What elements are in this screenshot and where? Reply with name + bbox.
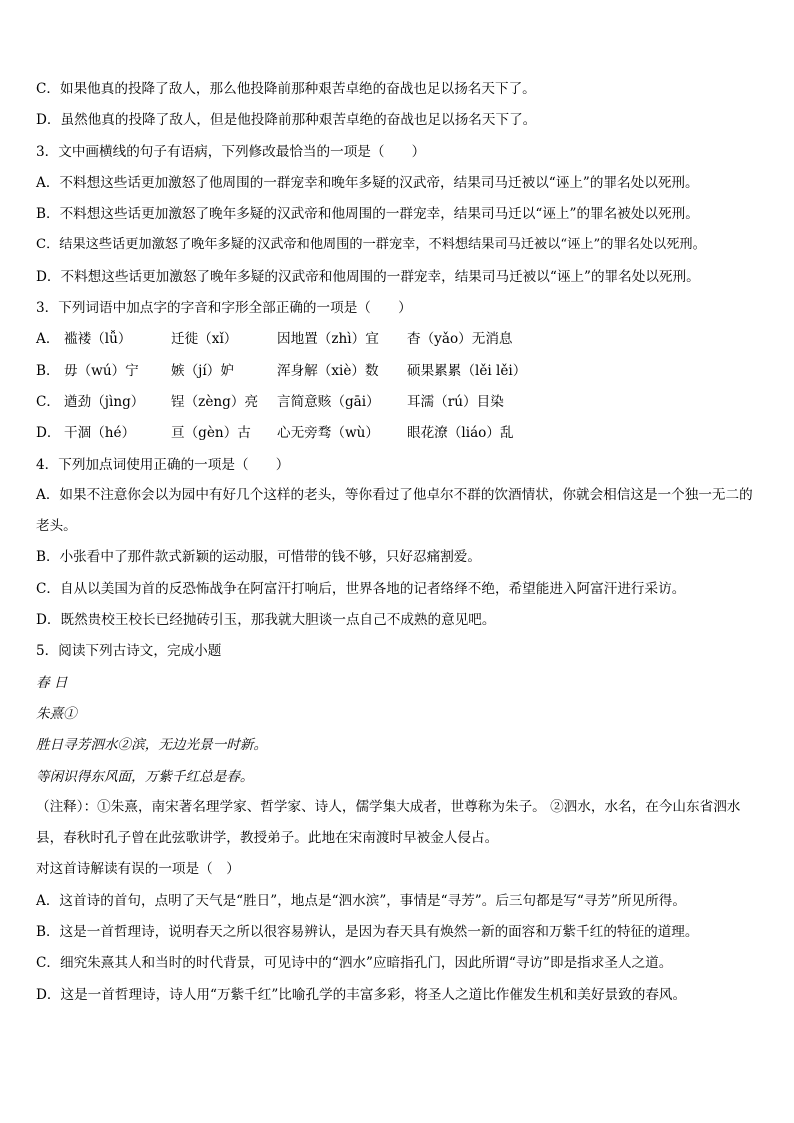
q5-option-b: B．这是一首哲理诗，说明春天之所以很容易辨认，是因为春天具有焕然一新的面容和万紫千红的特征的道理。 xyxy=(36,924,699,941)
q4-option-a: A．如果不注意你会以为园中有好几个这样的老头，等你看过了他卓尔不群的饮酒情状，你就会相信这是一个独一无二的老头。 xyxy=(36,486,753,535)
q3b-option-b: B． 毋（wú）宁 嫉（jí）妒 浑身解（xiè）数 硕果累累（lěi lěi） xyxy=(36,362,527,379)
q4-stem: 4．下列加点词使用正确的一项是（ ） xyxy=(36,456,290,473)
q3-option-d: D．不料想这些话更加激怒了晚年多疑的汉武帝和他周围的一群宠幸，结果司马迁被以“诬上”的罪名处以死刑。 xyxy=(36,268,700,285)
q4-option-b: B．小张看中了那件款式新颖的运动服，可惜带的钱不够，只好忍痛割爱。 xyxy=(36,549,481,566)
poem-author: 朱熹① xyxy=(36,705,77,722)
q3b-stem: 3．下列词语中加点字的字音和字形全部正确的一项是（ ） xyxy=(36,300,412,317)
poem-note: （注释）：①朱熹，南宋著名理学家、哲学家、诗人，儒学集大成者，世尊称为朱子。 ②泗水，水名，在今山东省泗水县，春秋时孔子曾在此弦歌讲学，教授弟子。此地在宋南渡时早被金人侵占。 xyxy=(36,798,741,847)
q3-option-a: A．不料想这些话更加激怒了他周围的一群宠幸和晚年多疑的汉武帝，结果司马迁被以“诬上”的罪名处以死刑。 xyxy=(36,174,699,191)
q2-option-d: D．虽然他真的投降了敌人，但是他投降前那种艰苦卓绝的奋战也足以扬名天下了。 xyxy=(36,112,537,129)
document-page xyxy=(36,80,766,1017)
q3b-option-a: A． 褴褛（lǚ） 迁徙（xǐ） 因地置（zhì）宜 杳（yǎo）无消息 xyxy=(36,331,513,348)
q3b-option-d: D． 干涸（hé） 亘（gèn）古 心无旁骛（wù） 眼花潦（liáo）乱 xyxy=(36,425,514,442)
q4-option-c: C．自从以美国为首的反恐怖战争在阿富汗打响后，世界各地的记者络绎不绝，希望能进入阿富汗进行采访。 xyxy=(36,580,686,597)
q5-question: 对这首诗解读有误的一项是（ ） xyxy=(36,861,240,878)
poem-title: 春 日 xyxy=(36,674,68,691)
q3b-option-c: C． 遒劲（jìng） 锃（zèng）亮 言简意赅（gāi） 耳濡（rú）目染 xyxy=(36,393,504,410)
q2-option-c: C．如果他真的投降了敌人，那么他投降前那种艰苦卓绝的奋战也足以扬名天下了。 xyxy=(36,81,536,97)
q5-option-c: C．细究朱熹其人和当时的时代背景，可见诗中的“泗水”应暗指孔门，因此所谓“寻访”即是指求圣人之道。 xyxy=(36,955,673,972)
q4-option-d: D．既然贵校王校长已经抛砖引玉，那我就大胆谈一点自己不成熟的意见吧。 xyxy=(36,612,496,629)
poem-line-1: 胜日寻芳泗水②滨，无边光景一时新。 xyxy=(36,737,268,754)
q3-option-b: B．不料想这些话更加激怒了晚年多疑的汉武帝和他周围的一群宠幸，结果司马迁以“诬上”的罪名被处以死刑。 xyxy=(36,206,699,223)
q5-option-a: A．这首诗的首句，点明了天气是“胜日”，地点是“泗水滨”，事情是“寻芳”。后三句都是写“寻芳”所见所得。 xyxy=(36,892,686,909)
q3-stem: 3．文中画横线的句子有语病，下列修改最恰当的一项是（ ） xyxy=(36,143,426,160)
q3-option-c: C．结果这些话更加激怒了晚年多疑的汉武帝和他周围的一群宠幸，不料想结果司马迁被以“诬上”的罪名处以死刑。 xyxy=(36,237,706,253)
q5-stem: 5．阅读下列古诗文，完成小题 xyxy=(36,643,222,660)
poem-line-2: 等闲识得东风面，万紫千红总是春。 xyxy=(36,768,254,785)
q5-option-d: D．这是一首哲理诗，诗人用“万紫千红”比喻孔学的丰富多彩，将圣人之道比作催发生机和美好景致的春风。 xyxy=(36,986,687,1003)
